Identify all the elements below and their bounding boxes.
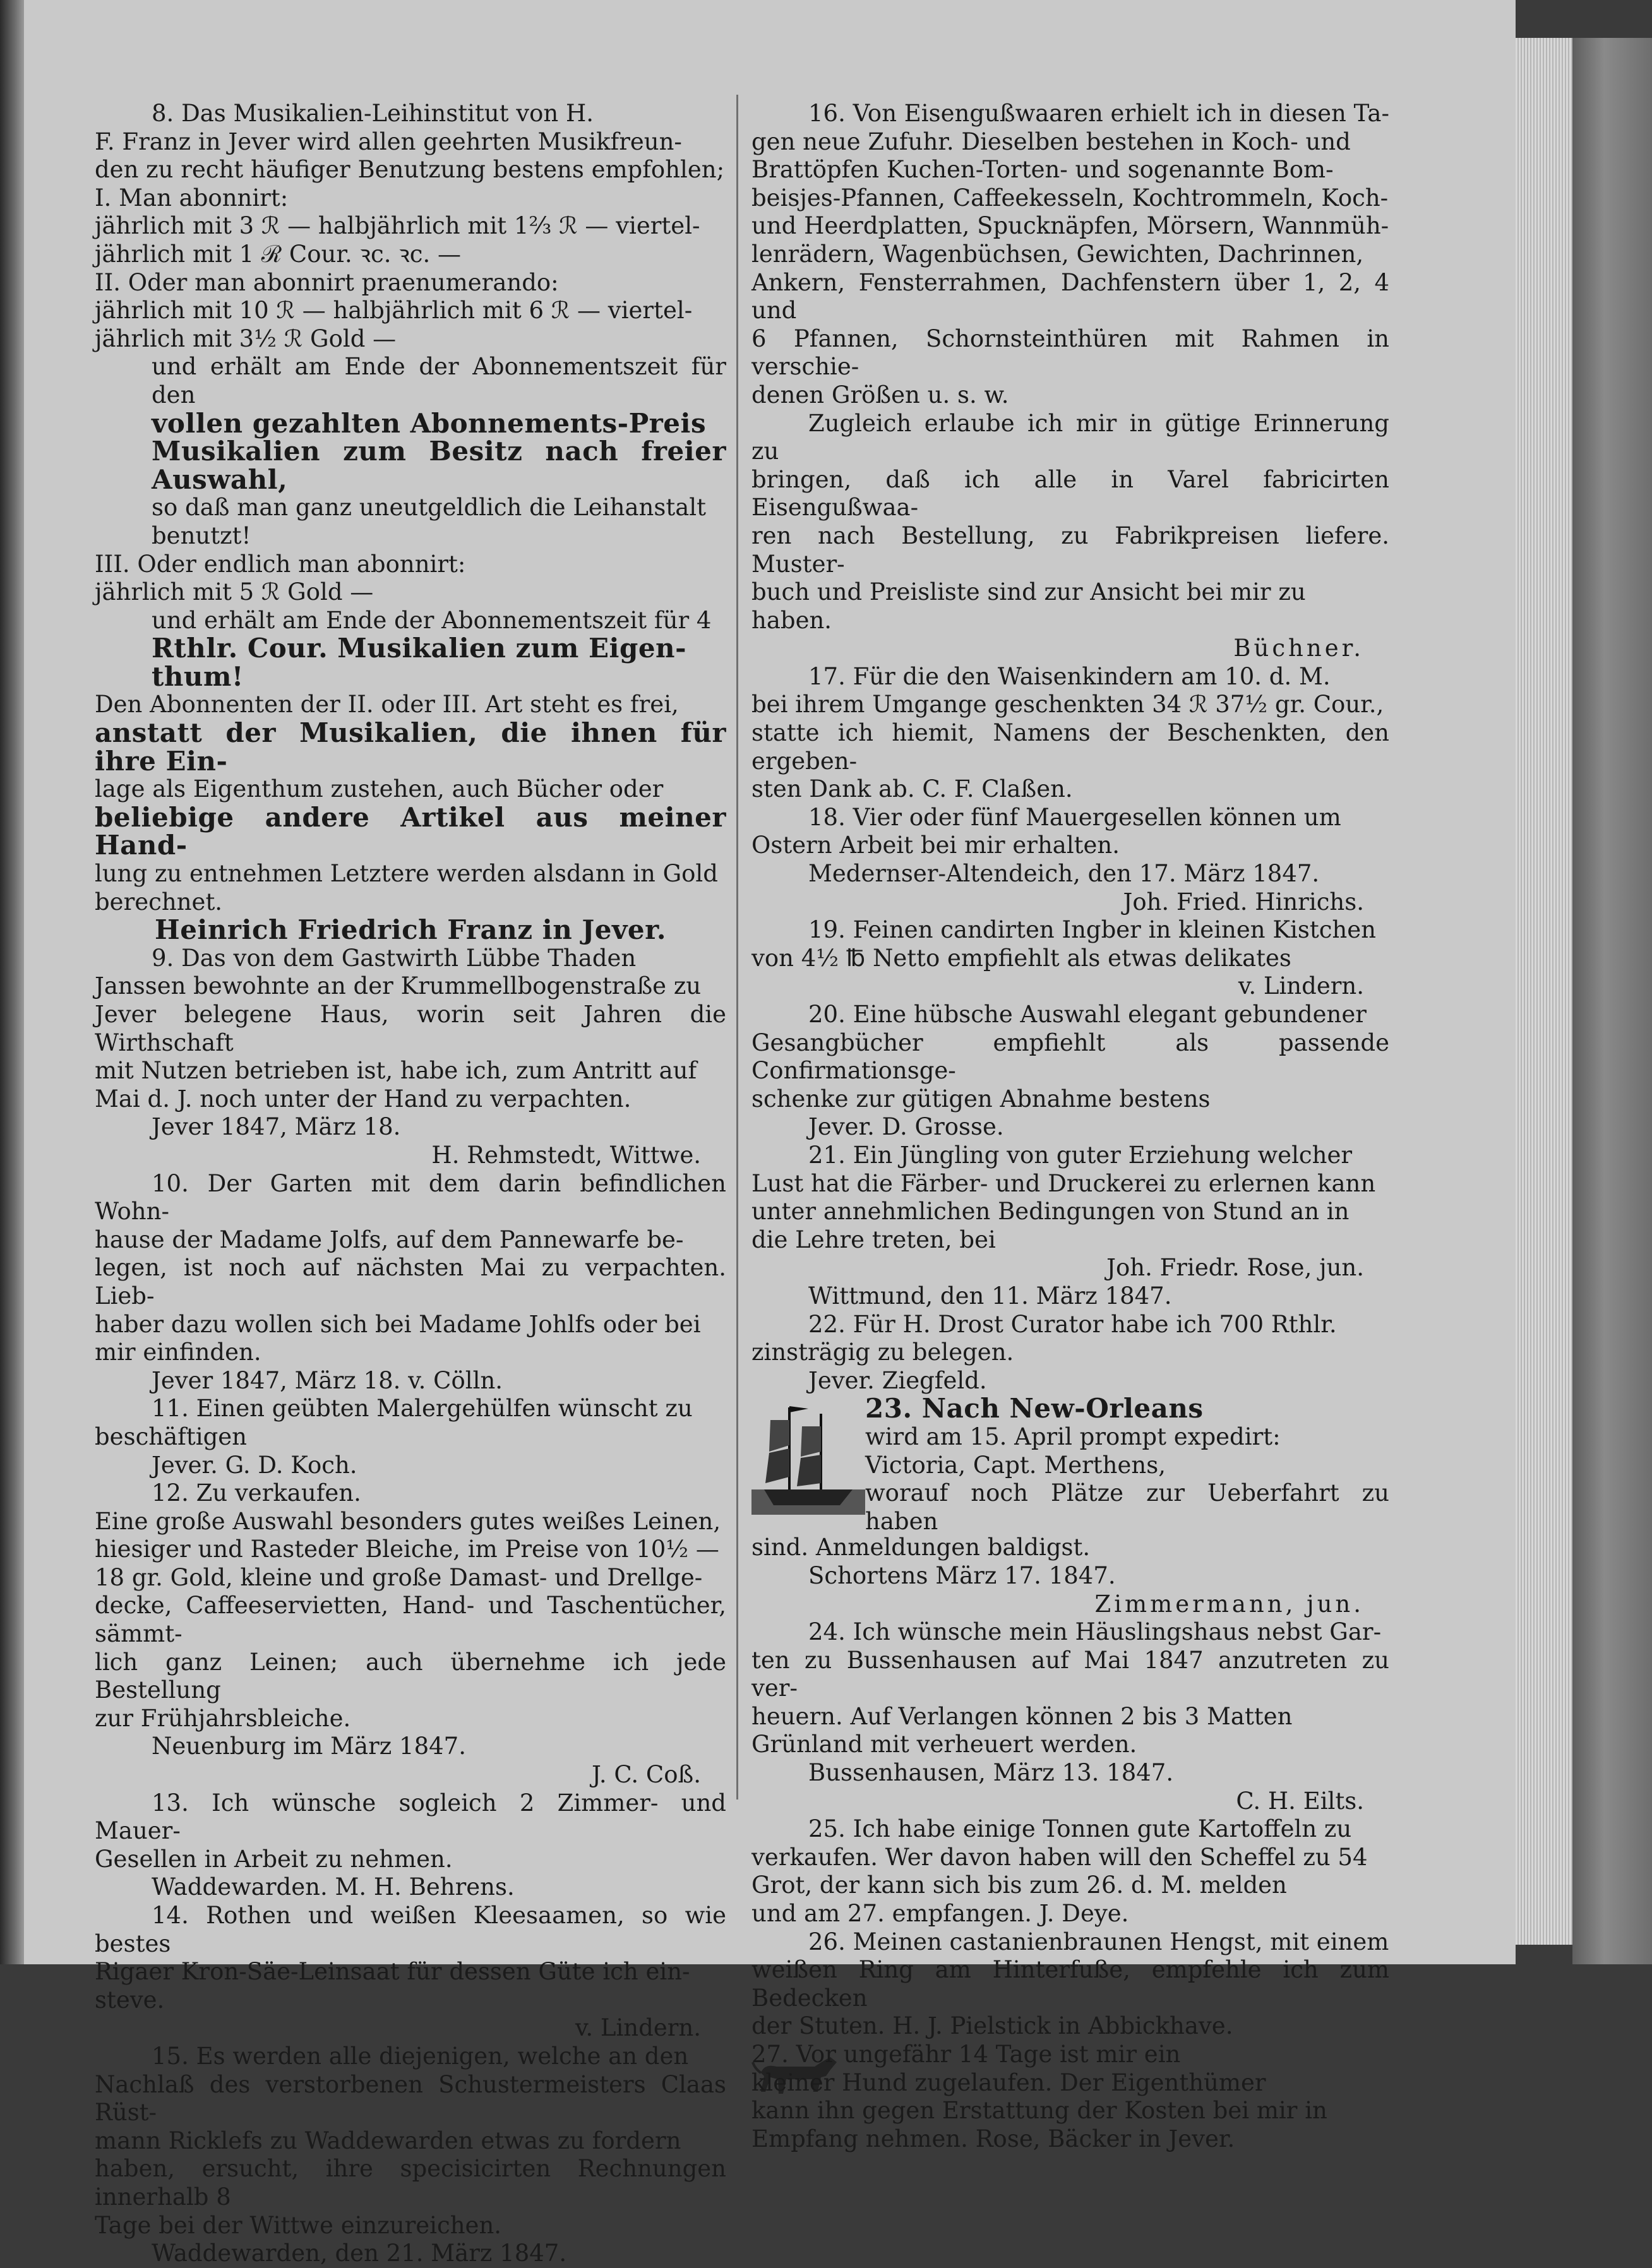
right_a-line: 17. Für die den Waisenkindern am 10. d. M. [808, 662, 1331, 690]
left-line: 10. Der Garten mit dem darin befindlichen Wohn- [95, 1169, 726, 1226]
right_a-line: 22. Für H. Drost Curator habe ich 700 Rthlr. [808, 1310, 1337, 1338]
left-line: II. Oder man abonnirt praenumerando: [95, 268, 559, 296]
left-column [95, 100, 726, 2268]
right_a-line: Büchner. [1233, 635, 1364, 662]
left-line: haber dazu wollen sich bei Madame Johlfs oder bei [95, 1310, 701, 1338]
left-line: I. Man abonnirt: [95, 184, 289, 212]
right-column [751, 100, 1389, 2152]
left-line: Jever. G. D. Koch. [152, 1451, 357, 1479]
left-line: so daß man ganz uneutgeldlich die Leihanstalt [152, 494, 706, 522]
right_b-line: sind. Anmeldungen baldigst. [751, 1534, 1091, 1561]
left-line: decke, Caffeeservietten, Hand- und Taschentücher, sämmt- [95, 1592, 726, 1648]
left-line: vollen gezahlten Abonnements-Preis [152, 407, 707, 439]
right_a-line: buch und Preisliste sind zur Ansicht bei mir zu [751, 578, 1306, 606]
left-line: Waddewarden. M. H. Behrens. [152, 1873, 515, 1901]
right_a-line: statte ich hiemit, Namens der Beschenkten, den ergeben- [751, 719, 1389, 775]
left-line: benutzt! [152, 522, 251, 549]
right_b-line: der Stuten. H. J. Pielstick in Abbickhave. [751, 2012, 1233, 2040]
right_b-line: 25. Ich habe einige Tonnen gute Kartoffeln zu [808, 1815, 1352, 1843]
right_a-line: von 4½ ℔ Netto empfiehlt als etwas delikates [751, 944, 1291, 972]
left-line: jährlich mit 1 ℛ Cour. ꝛc. ꝛc. — [95, 240, 462, 268]
right_b-line: ten zu Bussenhausen auf Mai 1847 anzutreten zu ver- [751, 1646, 1389, 1702]
right_a-line: Wittmund, den 11. März 1847. [808, 1282, 1172, 1310]
dog_lines-line: Empfang nehmen. Rose, Bäcker in Jever. [751, 2125, 1235, 2152]
left-line: lich ganz Leinen; auch übernehme ich jede Bestellung [95, 1648, 726, 1704]
right_a-line: zinsträgig zu belegen. [751, 1339, 1014, 1366]
ads-16-22 [751, 100, 1389, 1395]
left-line: anstatt der Musikalien, die ihnen für ihre Ein- [95, 717, 726, 777]
left-line: mann Ricklefs zu Waddewarden etwas zu fordern [95, 2127, 681, 2154]
left-line: beliebige andere Artikel aus meiner Hand- [95, 801, 726, 861]
left-line: jährlich mit 5 ℛ Gold — [95, 578, 374, 606]
right_a-line: lenrädern, Wagenbüchsen, Gewichten, Dachrinnen, [751, 240, 1364, 268]
ad-23-ship-notice [751, 1395, 1389, 1534]
left-line: 13. Ich wünsche sogleich 2 Zimmer- und Mauer- [95, 1789, 726, 1845]
left-line: Neuenburg im März 1847. [152, 1733, 466, 1760]
left-line: Den Abonnenten der II. oder III. Art steht es frei, [95, 691, 679, 719]
right_a-line: die Lehre treten, bei [751, 1226, 996, 1253]
ad-27-dog-notice [751, 2041, 1389, 2152]
right_a-line: Ankern, Fensterrahmen, Dachfenstern über 1, 2, 4 und [751, 268, 1389, 325]
right_b-line: Grot, der kann sich bis zum 26. d. M. melden [751, 1871, 1287, 1899]
left-line: hause der Madame Jolfs, auf dem Pannewarfe be- [95, 1226, 684, 1253]
right_a-line: haben. [751, 606, 832, 634]
left-line: Rigaer Kron-Säe-Leinsaat für dessen Güte ich ein- [95, 1958, 690, 1986]
left-line: jährlich mit 10 ℛ — halbjährlich mit 6 ℛ — viertel- [95, 297, 693, 325]
ship_lines-line: 23. Nach New-Orleans [865, 1393, 1204, 1424]
sailing-ship-icon [751, 1395, 865, 1521]
right_a-line: Joh. Fried. Hinrichs. [1123, 888, 1364, 916]
left-line: Musikalien zum Besitz nach freier Auswahl, [152, 436, 726, 495]
right_b-line: heuern. Auf Verlangen können 2 bis 3 Matten [751, 1702, 1293, 1730]
left-line: Heinrich Friedrich Franz in Jever. [155, 914, 666, 946]
right_a-line: 6 Pfannen, Schornsteinthüren mit Rahmen in verschie- [751, 325, 1389, 381]
left-line: H. Rehmstedt, Wittwe. [431, 1141, 701, 1169]
left-line: 14. Rothen und weißen Kleesaamen, so wie bestes [95, 1902, 726, 1957]
right_a-line: Joh. Friedr. Rose, jun. [1106, 1254, 1364, 1282]
left-line: Gesellen in Arbeit zu nehmen. [95, 1845, 453, 1873]
left-line: mir einfinden. [95, 1339, 261, 1366]
right_a-line: v. Lindern. [1238, 972, 1364, 1000]
book-cover [1572, 38, 1652, 1964]
right_b-line: Bussenhausen, März 13. 1847. [808, 1759, 1174, 1787]
left-line: Nachlaß des verstorbenen Schustermeisters Claas Rüst- [95, 2070, 726, 2127]
right_a-line: und Heerdplatten, Spucknäpfen, Mörsern, Wannmüh- [751, 212, 1389, 240]
right_b-line: Schortens März 17. 1847. [808, 1561, 1116, 1589]
right_a-line: gen neue Zufuhr. Dieselben bestehen in Koch- und [751, 128, 1351, 155]
left-line: Eine große Auswahl besonders gutes weißes Leinen, [95, 1507, 721, 1535]
left-line: v. Lindern. [575, 2014, 701, 2042]
right_a-line: ren nach Bestellung, zu Fabrikpreisen liefere. Muster- [751, 522, 1389, 578]
left-line: 12. Zu verkaufen. [152, 1479, 361, 1507]
left-line: haben, ersucht, ihre specisicirten Rechnungen innerhalb 8 [95, 2155, 726, 2211]
right_a-line: denen Größen u. s. w. [751, 381, 1009, 409]
right_a-line: 21. Ein Jüngling von guter Erziehung welcher [808, 1141, 1353, 1169]
right_a-line: 20. Eine hübsche Auswahl elegant gebundener [808, 1001, 1367, 1028]
left-line: F. Franz in Jever wird allen geehrten Musikfreun- [95, 128, 682, 155]
left-line: beschäftigen [95, 1423, 247, 1450]
right_a-line: 19. Feinen candirten Ingber in kleinen Kistchen [808, 916, 1376, 944]
left-line: 18 gr. Gold, kleine und große Damast- und Drellge- [95, 1563, 703, 1591]
right_a-line: Ostern Arbeit bei mir erhalten. [751, 832, 1120, 859]
right_b-line: Zimmermann, jun. [1094, 1590, 1364, 1618]
book-binding [0, 0, 24, 1964]
right_a-line: bringen, daß ich alle in Varel fabricirten Eisengußwaa- [751, 465, 1389, 522]
right_a-line: 16. Von Eisengußwaaren erhielt ich in diesen Ta- [808, 100, 1389, 127]
right_a-line: sten Dank ab. C. F. Claßen. [751, 775, 1073, 803]
right_a-line: Gesangbücher empfiehlt als passende Confirmationsge- [751, 1029, 1389, 1085]
left-line: 8. Das Musikalien-Leihinstitut von H. [152, 100, 594, 127]
dog-notice-text [751, 2041, 1389, 2153]
left-line: 11. Einen geübten Malergehülfen wünscht zu [152, 1395, 693, 1423]
ship_lines-line: Victoria, Capt. Merthens, [865, 1451, 1166, 1479]
left-line: J. C. Coß. [591, 1761, 701, 1789]
left-line: legen, ist noch auf nächsten Mai zu verpachten. Lieb- [95, 1254, 726, 1310]
left-line: Mai d. J. noch unter der Hand zu verpachten. [95, 1085, 631, 1113]
right_a-line: bei ihrem Umgange geschenkten 34 ℛ 37½ gr. Cour., [751, 691, 1384, 719]
left-line: Jever 1847, März 18. [152, 1113, 401, 1141]
page-edges [1516, 38, 1572, 1945]
left-line: jährlich mit 3 ℛ — halbjährlich mit 1⅔ ℛ — viertel- [95, 212, 700, 240]
dog_lines-line: kann ihn gegen Erstattung der Kosten bei mir in [751, 2097, 1327, 2125]
left-line: steve. [95, 1986, 165, 2014]
right_a-line: Zugleich erlaube ich mir in gütige Erinnerung zu [751, 409, 1389, 465]
left-line: hiesiger und Rasteder Bleiche, im Preise von 10½ — [95, 1536, 719, 1563]
left-line: jährlich mit 3½ ℛ Gold — [95, 325, 397, 352]
left-line: III. Oder endlich man abonnirt: [95, 550, 466, 578]
ship_lines-line: wird am 15. April prompt expedirt: [865, 1423, 1281, 1450]
dog_lines-line: kleiner Hund zugelaufen. Der Eigenthümer [751, 2068, 1266, 2096]
right_a-line: Jever. Ziegfeld. [808, 1366, 987, 1394]
right_a-line: beisjes-Pfannen, Caffeekesseln, Kochtrommeln, Koch- [751, 184, 1389, 212]
right_b-line: 26. Meinen castanienbraunen Hengst, mit einem [808, 1928, 1389, 1955]
column-divider [736, 95, 738, 1799]
right_a-line: schenke zur gütigen Abnahme bestens [751, 1085, 1211, 1113]
right_a-line: unter annehmlichen Bedingungen von Stund an in [751, 1198, 1350, 1226]
right_a-line: Jever. D. Grosse. [808, 1113, 1004, 1141]
left-line: zur Frühjahrsbleiche. [95, 1704, 351, 1732]
left-line: den zu recht häufiger Benutzung bestens empfohlen; [95, 156, 725, 184]
left-line: Tage bei der Wittwe einzureichen. [95, 2211, 502, 2239]
left-line: 15. Es werden alle diejenigen, welche an den [152, 2042, 689, 2070]
right_b-line: 24. Ich wünsche mein Häuslingshaus nebst Gar- [808, 1618, 1382, 1646]
left-line: 9. Das von dem Gastwirth Lübbe Thaden [152, 944, 637, 972]
left-line: Rthlr. Cour. Musikalien zum Eigen- [152, 633, 687, 664]
left-line: Waddewarden, den 21. März 1847. [152, 2240, 567, 2267]
left-line: und erhält am Ende der Abonnementszeit für 4 [152, 606, 712, 634]
right_b-line: verkaufen. Wer davon haben will den Scheffel zu 54 [751, 1843, 1368, 1871]
right_a-line: Lust hat die Färber- und Druckerei zu erlernen kann [751, 1169, 1376, 1197]
right_a-line: Medernser-Altendeich, den 17. März 1847. [808, 860, 1320, 888]
left-line: Jever 1847, März 18. v. Cölln. [152, 1366, 503, 1394]
ship_lines-line: worauf noch Plätze zur Ueberfahrt zu haben [865, 1479, 1389, 1535]
right_b-line: und am 27. empfangen. J. Deye. [751, 1900, 1129, 1928]
left-line: berechnet. [95, 888, 223, 916]
right_b-line: C. H. Eilts. [1236, 1787, 1364, 1815]
right_b-line: weißen Ring am Hinterfuße, empfehle ich zum Bedecken [751, 1956, 1389, 2012]
right_a-line: 18. Vier oder fünf Mauergesellen können um [808, 803, 1341, 831]
left-line: lage als Eigenthum zustehen, auch Bücher oder [95, 775, 664, 803]
ship-notice-text [865, 1395, 1389, 1536]
left-line: mit Nutzen betrieben ist, habe ich, zum Antritt auf [95, 1057, 697, 1085]
dog_lines-line: 27. Vor ungefähr 14 Tage ist mir ein [751, 2041, 1181, 2068]
right_a-line: Brattöpfen Kuchen-Torten- und sogenannte Bom- [751, 156, 1334, 184]
left-line: Jever belegene Haus, worin seit Jahren die Wirthschaft [95, 1001, 726, 1056]
left-line: Janssen bewohnte an der Krummellbogenstraße zu [95, 972, 702, 1000]
left-line: lung zu entnehmen Letztere werden alsdann in Gold [95, 860, 718, 888]
right_b-line: Grünland mit verheuert werden. [751, 1731, 1137, 1758]
ads-23-26 [751, 1534, 1389, 2041]
left-line: und erhält am Ende der Abonnementszeit für den [152, 353, 726, 409]
left-line: thum! [152, 660, 244, 692]
